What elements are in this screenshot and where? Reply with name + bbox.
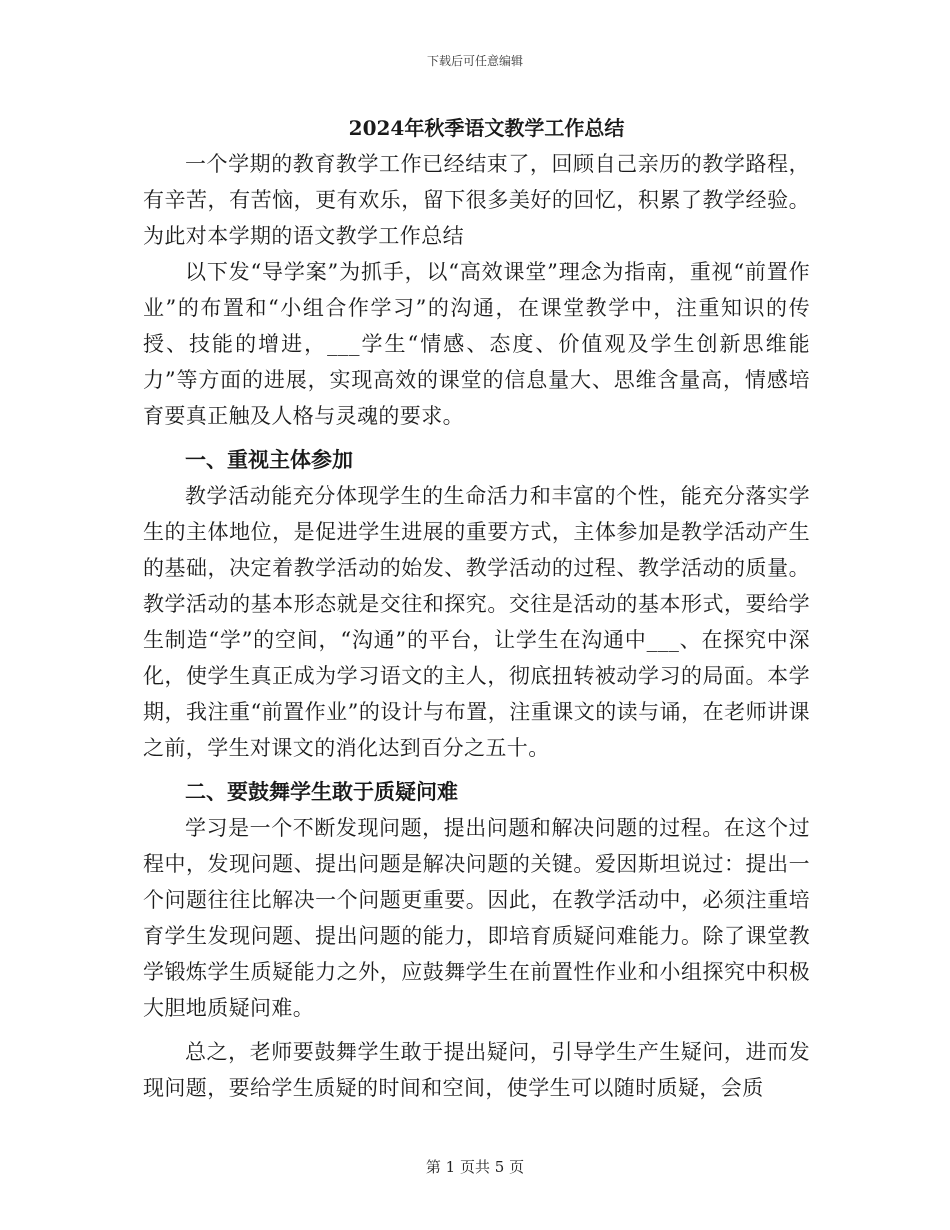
intro-paragraph: 一个学期的教育教学工作已经结束了，回顾自己亲历的教学路程，有辛苦，有苦恼，更有欢乐，留下很多美好的回忆，积累了教学经验。为此对本学期的语文教学工作总结 — [143, 152, 810, 248]
approach-paragraph: 以下发“导学案”为抓手，以“高效课堂”理念为指南，重视“前置作业”的布置和“小组合作学习”的沟通，在课堂教学中，注重知识的传授、技能的增进，___学生“情感、态度、价值观及学生创新思维能力”等方面的进展，实现高效的课堂的信息量大、思维含量高，情感培育要真正触及人格与灵魂的要求。 — [143, 260, 810, 428]
section-2-paragraph-2: 总之，老师要鼓舞学生敢于提出疑问，引导学生产生疑问，进而发现问题，要给学生质疑的时间和空间，使学生可以随时质疑，会质 — [143, 1040, 810, 1100]
page-header-note: 下载后可任意编辑 — [426, 54, 523, 68]
page-number-footer: 第 1 页共 5 页 — [425, 1158, 525, 1176]
section-heading-1: 一、重视主体参加 — [185, 447, 353, 472]
section-2-paragraph-1: 学习是一个不断发现问题，提出问题和解决问题的过程。在这个过程中，发现问题、提出问题是解决问题的关键。爱因斯坦说过：提出一个问题往往比解决一个问题更重要。因此，在教学活动中，必须注重培育学生发现问题、提出问题的能力，即培育质疑问难能力。除了课堂教学锻炼学生质疑能力之外，应鼓舞学生在前置性作业和小组探究中积极大胆地质疑问难。 — [143, 816, 810, 1020]
document-title: 2024年秋季语文教学工作总结 — [348, 116, 625, 140]
document-body — [143, 110, 810, 1106]
section-heading-2: 二、要鼓舞学生敢于质疑问难 — [185, 779, 458, 804]
section-1-paragraph: 教学活动能充分体现学生的生命活力和丰富的个性，能充分落实学生的主体地位，是促进学生进展的重要方式，主体参加是教学活动产生的基础，决定着教学活动的始发、教学活动的过程、教学活动的质量。教学活动的基本形态就是交往和探究。交往是活动的基本形式，要给学生制造“学”的空间，“沟通”的平台，让学生在沟通中___、在探究中深化，使学生真正成为学习语文的主人，彻底扭转被动学习的局面。本学期，我注重“前置作业”的设计与布置，注重课文的读与诵，在老师讲课之前，学生对课文的消化达到百分之五十。 — [143, 484, 810, 760]
